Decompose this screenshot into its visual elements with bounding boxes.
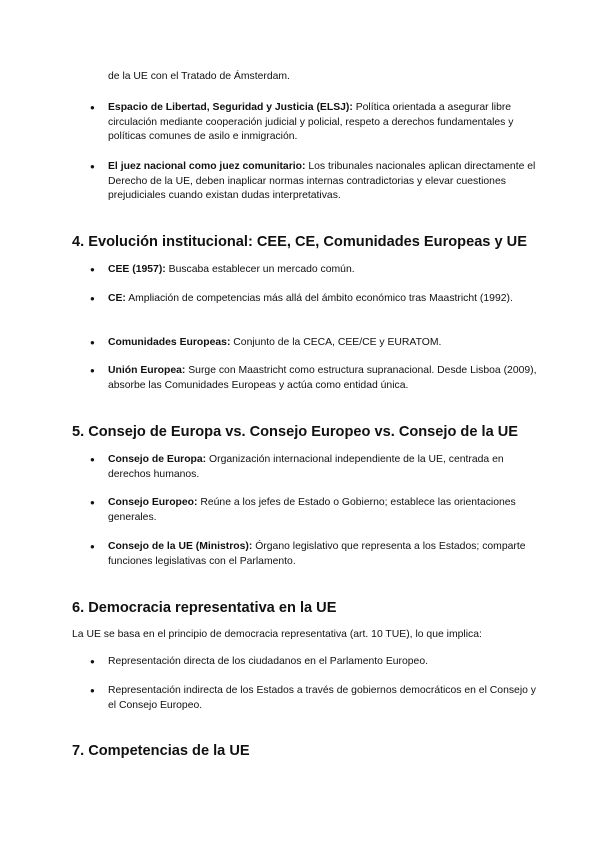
item-text: Política orientada a asegurar libre circulación mediante cooperación judicial y policial, respeto a derechos fundamentales y políticas comunes de asilo e inmigración. bbox=[108, 102, 514, 143]
bullet-icon: ● bbox=[90, 265, 95, 274]
item-term: Espacio de Libertad, Seguridad y Justicia (ELSJ): bbox=[108, 102, 353, 113]
item-term: CE: bbox=[108, 293, 126, 304]
item-term: Comunidades Europeas: bbox=[108, 337, 231, 348]
section-heading-5: 5. Consejo de Europa vs. Consejo Europeo vs. Consejo de la UE bbox=[72, 424, 519, 440]
list-item bbox=[108, 540, 538, 569]
item-text: Surge con Maastricht como estructura supranacional. Desde Lisboa (2009), absorbe las Comunidades Europeas y actúa como entidad única. bbox=[108, 365, 537, 391]
bullet-icon: ● bbox=[90, 455, 95, 464]
item-text: Los tribunales nacionales aplican directamente el Derecho de la UE, deben inaplicar normas internas contradictorias y elevar cuestiones prejudiciales cuando existan dudas interpretativas. bbox=[108, 161, 536, 202]
item-text: Órgano legislativo que representa a los Estados; comparte funciones legislativas con el Parlamento. bbox=[108, 541, 526, 567]
section-paragraph: La UE se basa en el principio de democracia representativa (art. 10 TUE), lo que implica: bbox=[72, 629, 482, 640]
bullet-icon: ● bbox=[90, 498, 95, 507]
bullet-icon: ● bbox=[90, 542, 95, 551]
item-term: Unión Europea: bbox=[108, 365, 186, 376]
section-heading-7: 7. Competencias de la UE bbox=[72, 743, 250, 759]
item-text: Buscaba establecer un mercado común. bbox=[165, 264, 355, 275]
bullet-icon: ● bbox=[90, 366, 95, 375]
list-item bbox=[108, 292, 538, 307]
item-term: Consejo Europeo: bbox=[108, 497, 198, 508]
bullet-icon: ● bbox=[90, 657, 95, 666]
bullet-icon: ● bbox=[90, 103, 95, 112]
item-term: Consejo de la UE (Ministros): bbox=[108, 541, 253, 552]
list-item bbox=[108, 496, 538, 525]
list-item: Representación indirecta de los Estados a través de gobiernos democráticos en el Consejo y el Consejo Europeo. bbox=[108, 685, 536, 711]
item-text: Reúne a los jefes de Estado o Gobierno; establece las orientaciones generales. bbox=[108, 497, 516, 523]
list-item bbox=[108, 263, 538, 278]
bullet-icon: ● bbox=[90, 162, 95, 171]
item-text: Ampliación de competencias más allá del ámbito económico tras Maastricht (1992). bbox=[125, 293, 513, 304]
bullet-icon: ● bbox=[90, 338, 95, 347]
section-heading-4: 4. Evolución institucional: CEE, CE, Comunidades Europeas y UE bbox=[72, 234, 527, 250]
list-item: Representación directa de los ciudadanos en el Parlamento Europeo. bbox=[108, 656, 429, 667]
item-term: El juez nacional como juez comunitario: bbox=[108, 161, 306, 172]
item-term: CEE (1957): bbox=[108, 264, 166, 275]
item-text: Organización internacional independiente de la UE, centrada en derechos humanos. bbox=[108, 454, 504, 480]
item-text: Conjunto de la CECA, CEE/CE y EURATOM. bbox=[230, 337, 442, 348]
list-item bbox=[108, 364, 538, 393]
intro-continuation: de la UE con el Tratado de Ámsterdam. bbox=[108, 71, 290, 82]
bullet-icon: ● bbox=[90, 686, 95, 695]
list-item bbox=[108, 336, 538, 351]
list-item bbox=[108, 453, 538, 482]
list-item bbox=[108, 160, 538, 204]
bullet-icon: ● bbox=[90, 294, 95, 303]
list-item bbox=[108, 101, 538, 145]
item-term: Consejo de Europa: bbox=[108, 454, 207, 465]
section-heading-6: 6. Democracia representativa en la UE bbox=[72, 600, 337, 616]
